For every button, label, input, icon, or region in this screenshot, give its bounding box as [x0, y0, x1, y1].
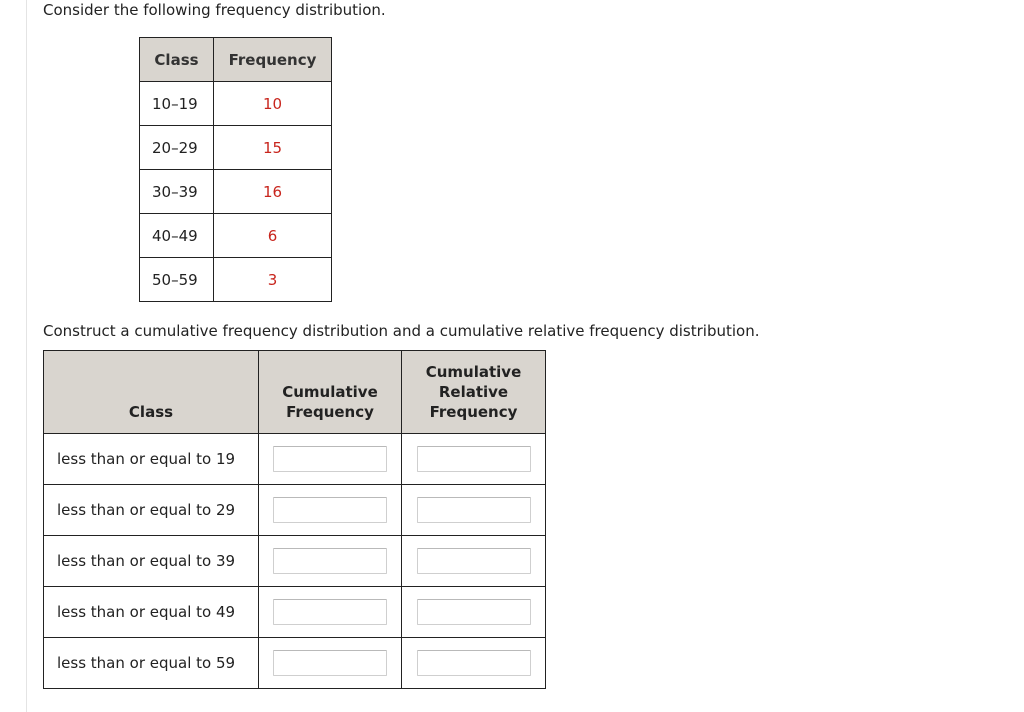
table-row	[44, 638, 546, 689]
cumulative-frequency-input[interactable]	[273, 446, 387, 472]
cumulative-relative-frequency-cell	[402, 536, 546, 587]
frequency-cell: 3	[214, 258, 332, 302]
header-line: Cumulative	[425, 363, 522, 381]
header-line: Relative	[438, 383, 509, 401]
class-cell: 40–49	[140, 214, 214, 258]
frequency-table-header	[140, 38, 332, 82]
class-cell: 10–19	[140, 82, 214, 126]
class-cell: less than or equal to 19	[44, 434, 259, 485]
cumulative-relative-frequency-input[interactable]	[417, 446, 531, 472]
frequency-table	[139, 37, 332, 302]
cumulative-frequency-input[interactable]	[273, 497, 387, 523]
table-row	[44, 587, 546, 638]
header-cumulative-frequency	[259, 351, 402, 434]
cumulative-relative-frequency-input[interactable]	[417, 548, 531, 574]
table-row	[44, 536, 546, 587]
header-line: Cumulative	[282, 383, 378, 401]
cumulative-table-header	[44, 351, 546, 434]
cumulative-frequency-cell	[259, 638, 402, 689]
class-cell: less than or equal to 39	[44, 536, 259, 587]
class-cell: less than or equal to 59	[44, 638, 259, 689]
table-row	[140, 126, 332, 170]
frequency-cell: 16	[214, 170, 332, 214]
class-cell: less than or equal to 49	[44, 587, 259, 638]
cumulative-frequency-input[interactable]	[273, 599, 387, 625]
cumulative-relative-frequency-cell	[402, 638, 546, 689]
frequency-cell: 10	[214, 82, 332, 126]
table-row	[140, 258, 332, 302]
instruction-text: Construct a cumulative frequency distribution and a cumulative relative frequency distribution.	[43, 322, 760, 340]
cumulative-frequency-cell	[259, 587, 402, 638]
cumulative-relative-frequency-cell	[402, 434, 546, 485]
frequency-cell: 15	[214, 126, 332, 170]
cumulative-relative-frequency-input[interactable]	[417, 650, 531, 676]
cumulative-frequency-cell	[259, 485, 402, 536]
cumulative-frequency-cell	[259, 536, 402, 587]
cumulative-relative-frequency-cell	[402, 587, 546, 638]
cumulative-frequency-cell	[259, 434, 402, 485]
cumulative-frequency-input[interactable]	[273, 548, 387, 574]
cumulative-relative-frequency-input[interactable]	[417, 497, 531, 523]
table-row	[140, 170, 332, 214]
table-row	[140, 82, 332, 126]
header-frequency: Frequency	[214, 38, 332, 82]
table-row	[44, 434, 546, 485]
class-cell: 50–59	[140, 258, 214, 302]
left-margin-rule	[26, 0, 27, 712]
header-class: Class	[140, 38, 214, 82]
frequency-cell: 6	[214, 214, 332, 258]
class-cell: 30–39	[140, 170, 214, 214]
header-line: Frequency	[429, 403, 518, 421]
table-row	[44, 485, 546, 536]
header-line: Frequency	[286, 403, 374, 421]
cumulative-relative-frequency-input[interactable]	[417, 599, 531, 625]
cumulative-table	[43, 350, 546, 689]
table-row	[140, 214, 332, 258]
header-class: Class	[44, 351, 259, 434]
intro-text: Consider the following frequency distribution.	[43, 1, 386, 19]
cumulative-frequency-input[interactable]	[273, 650, 387, 676]
class-cell: less than or equal to 29	[44, 485, 259, 536]
cumulative-relative-frequency-cell	[402, 485, 546, 536]
header-cumulative-relative-frequency	[402, 351, 546, 434]
class-cell: 20–29	[140, 126, 214, 170]
